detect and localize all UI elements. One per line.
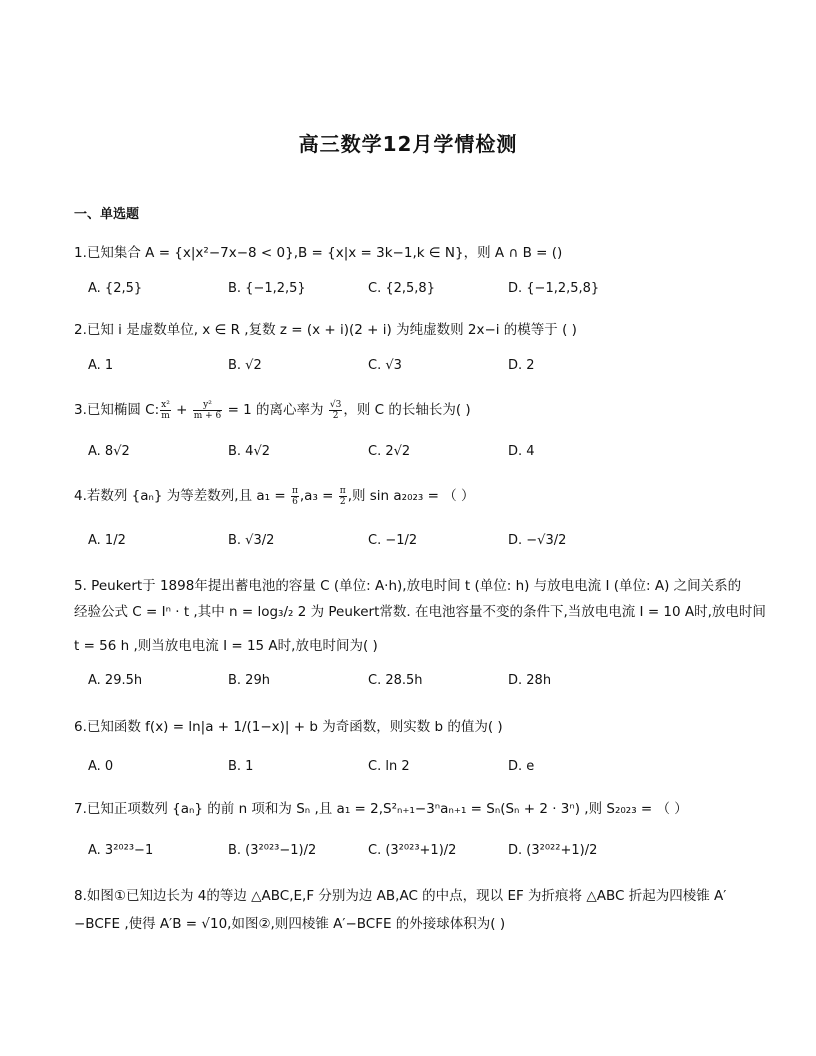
option-d: D. 2 — [508, 358, 535, 373]
option-c: C. 2√2 — [368, 444, 411, 459]
option-a: A. 3²⁰²³−1 — [88, 843, 154, 858]
option-b: B. 1 — [228, 759, 254, 774]
option-d: D. 28h — [508, 673, 552, 688]
fraction: $\frac{\pi}{2}$ — [339, 485, 346, 507]
option-c: C. {2,5,8} — [368, 281, 435, 296]
option-b: B. √2 — [228, 358, 262, 373]
option-d: D. 4 — [508, 444, 535, 459]
option-c: C. 28.5h — [368, 673, 423, 688]
page-title: 高三数学12月学情检测 — [298, 132, 518, 156]
option-b: B. 29h — [228, 673, 270, 688]
question-4-text-b: ,a₃ = — [299, 488, 338, 504]
question-4-text-c: ,则 sin a₂₀₂₃ = （ ） — [347, 488, 475, 504]
option-b: B. (3²⁰²³−1)/2 — [228, 843, 317, 858]
question-2-stem: 2.已知 i 是虚数单位, x ∈ R ,复数 z = (x + i)(2 + i) 为纯虚数则 2x−i 的模等于 ( ) — [74, 322, 577, 338]
question-7-stem: 7.已知正项数列 {aₙ} 的前 n 项和为 Sₙ ,且 a₁ = 2,S²ₙ₊₁−3ⁿaₙ₊₁ = Sₙ(Sₙ + 2 · 3ⁿ) ,则 S₂₀₂₃ = （ ） — [74, 801, 688, 817]
option-a: A. 1/2 — [88, 533, 126, 548]
option-a: A. {2,5} — [88, 281, 143, 296]
question-4-text-a: 4.若数列 {aₙ} 为等差数列,且 a₁ = — [74, 488, 290, 504]
fraction: $\frac{\text{y²}}{m + 6}$ — [193, 399, 222, 421]
option-b: B. √3/2 — [228, 533, 275, 548]
option-c: C. (3²⁰²³+1)/2 — [368, 843, 457, 858]
question-6-stem: 6.已知函数 f(x) = ln|a + 1/(1−x)| + b 为奇函数，则实数 b 的值为( ) — [74, 719, 503, 735]
option-d: D. (3²⁰²²+1)/2 — [508, 843, 598, 858]
question-3-text-a: 3.已知椭圆 C: — [74, 402, 160, 418]
question-1-stem: 1.已知集合 A = {x|x²−7x−8 < 0},B = {x|x = 3k−1,k ∈ N}，则 A ∩ B = () — [74, 245, 563, 261]
option-c: C. √3 — [368, 358, 402, 373]
fraction: $\frac{\pi}{6}$ — [291, 485, 298, 507]
question-8-line-2: −BCFE ,使得 A′B = √10,如图②,则四棱锥 A′−BCFE 的外接球体积为( ) — [74, 916, 506, 932]
option-a: A. 8√2 — [88, 444, 130, 459]
question-3-text-b: = 1 的离心率为 — [223, 402, 328, 418]
question-5-line-2: 经验公式 C = Iⁿ · t ,其中 n = log₃/₂ 2 为 Peukert常数. 在电池容量不变的条件下,当放电电流 I = 10 A时,放电时间 — [74, 604, 766, 620]
option-a: A. 1 — [88, 358, 114, 373]
fraction: $\frac{\text{x²}}{m}$ — [161, 399, 170, 421]
section-heading: 一、单选题 — [74, 207, 140, 222]
question-5-line-3: t = 56 h ,则当放电电流 I = 15 A时,放电时间为( ) — [74, 638, 378, 654]
question-8-line-1: 8.如图①已知边长为 4的等边 △ABC,E,F 分别为边 AB,AC 的中点，现以 EF 为折痕将 △ABC 折起为四棱锥 A′ — [74, 888, 727, 904]
fraction: $\frac{√3}{2}$ — [329, 399, 342, 421]
question-3-stem: 3.已知椭圆 C: $\frac{\text{x²}}{m}$ + $\frac{\text{y²}}{m + 6}$ = 1 的离心率为 $\frac{√3}{2}$ ，则 C 的长轴长为( ) — [74, 399, 471, 421]
option-c: C. ln 2 — [368, 759, 410, 774]
option-a: A. 0 — [88, 759, 114, 774]
option-d: D. −√3/2 — [508, 533, 567, 548]
option-b: B. 4√2 — [228, 444, 271, 459]
question-4-stem — [74, 484, 475, 507]
option-c: C. −1/2 — [368, 533, 418, 548]
option-a: A. 29.5h — [88, 673, 143, 688]
question-5-line-1: 5. Peukert于 1898年提出蓄电池的容量 C (单位: A·h),放电时间 t (单位: h) 与放电电流 I (单位: A) 之间关系的 — [74, 578, 742, 594]
option-b: B. {−1,2,5} — [228, 281, 306, 296]
question-3-text-c: ，则 C 的长轴长为( ) — [343, 402, 471, 418]
option-d: D. {−1,2,5,8} — [508, 281, 600, 296]
option-d: D. e — [508, 759, 535, 774]
